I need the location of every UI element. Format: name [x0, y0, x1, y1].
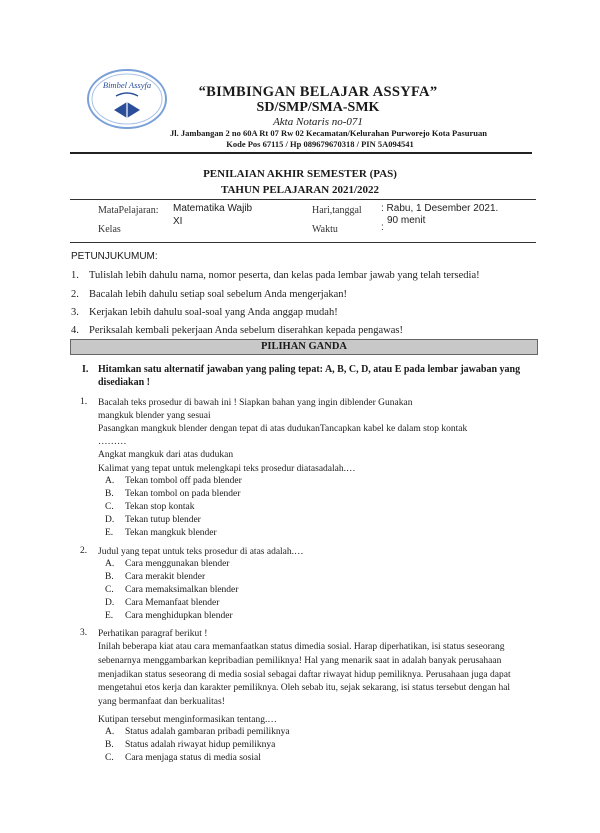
instruction-item: 4. Periksalah kembali pekerjaan Anda sebelum diserahkan kepada pengawas!	[71, 325, 404, 336]
question-1-line: ………	[98, 437, 127, 447]
question-1-line: Pasangkan mangkuk blender dengan tepat di atas dudukanTancapkan kabel ke dalam stop kontak	[98, 424, 468, 434]
info-bottom-rule	[70, 242, 536, 243]
question-3-number: 3.	[80, 628, 88, 638]
time-value: 90 menit	[387, 215, 426, 226]
instruction-item: 2. Bacalah lebih dahulu setiap soal sebelum Anda mengerjakan!	[71, 289, 348, 300]
time-colon: :	[381, 222, 384, 233]
exam-title: PENILAIAN AKHIR SEMESTER (PAS)	[203, 168, 397, 180]
question-1-line: Bacalah teks prosedur di bawah ini ! Siapkan bahan yang ingin diblender Gunakan	[98, 398, 413, 408]
question-2-option-d[interactable]: D. Cara Memanfaat blender	[105, 598, 220, 608]
question-2-option-e[interactable]: E. Cara menghidupkan blender	[105, 611, 233, 621]
question-2-number: 2.	[80, 546, 88, 556]
question-1-option-b[interactable]: B. Tekan tombol on pada blender	[105, 489, 241, 499]
svg-text:Bimbel Assyfa: Bimbel Assyfa	[102, 80, 152, 90]
exam-year: TAHUN PELAJARAN 2021/2022	[220, 184, 380, 196]
contact-info: Kode Pos 67115 / Hp 089679670318 / PIN 5A094541	[226, 139, 414, 149]
address: Jl. Jambangan 2 no 60A Rt 07 Rw 02 Kecamatan/Kelurahan Purworejo Kota Pasuruan	[170, 128, 487, 138]
question-2-stem: Judul yang tepat untuk teks prosedur di atas adalah.…	[98, 547, 304, 557]
subject-value: Matematika Wajib	[173, 203, 253, 214]
question-1-number: 1.	[80, 397, 88, 407]
notary-deed: Akta Notaris no-071	[273, 116, 363, 128]
question-3-option-b[interactable]: B. Status adalah riwayat hidup pemiliknya	[105, 740, 276, 750]
section-instruction: I. Hitamkan satu alternatif jawaban yang paling tepat: A, B, C, D, atau E pada lembar jawaban yang disediakan !	[82, 364, 521, 388]
question-1-line: mangkuk blender yang sesuai	[98, 411, 211, 421]
letterhead-divider	[70, 152, 532, 154]
general-instructions-heading: PETUNJUKUMUM:	[71, 251, 158, 262]
class-value: XI	[173, 216, 183, 227]
instruction-item: 3. Kerjakan lebih dahulu soal-soal yang Anda anggap mudah!	[71, 307, 338, 318]
date-value: : Rabu, 1 Desember 2021.	[381, 203, 499, 214]
subject-label: MataPelajaran:	[98, 205, 159, 216]
info-top-rule	[70, 199, 536, 200]
date-label: Hari,tanggal	[312, 205, 362, 216]
instruction-item: 1. Tulislah lebih dahulu nama, nomor peserta, dan kelas pada lembar jawab yang telah tersedia!	[71, 270, 480, 281]
question-3-paragraph: Inilah beberapa kiat atau cara memanfaatkan status dimedia sosial. Harap diperhatikan, isi status seseorang sebenarnya menggambarkan kepribadian pemiliknya! Hal yang menarik saat in adalah banyak perusahaan menjadikan status seseorang di media sosial sebagai daftar riwayat hidup pemiliknya. Perusahaan juga dapat mengetahui etos kerja dan karakter pemiliknya. Oleh sebab itu, sejak sekarang, isi status tersebut dengan hal yang bermanfaat dan berkualitas!	[98, 642, 511, 708]
question-2-option-a[interactable]: A. Cara menggunakan blender	[105, 559, 230, 569]
question-1-option-c[interactable]: C. Tekan stop kontak	[105, 502, 195, 512]
question-1-option-e[interactable]: E. Tekan mangkuk blender	[105, 528, 217, 538]
section-band-multiple-choice: PILIHAN GANDA	[70, 339, 538, 355]
bimbel-assyfa-logo	[86, 66, 168, 130]
time-label: Waktu	[312, 224, 338, 235]
question-2-option-b[interactable]: B. Cara merakit blender	[105, 572, 206, 582]
question-3-prompt: Kutipan tersebut menginformasikan tentang.…	[98, 715, 277, 725]
education-levels: SD/SMP/SMA-SMK	[256, 100, 380, 115]
question-1-option-a[interactable]: A. Tekan tombol off pada blender	[105, 476, 242, 486]
institution-name: “BIMBINGAN BELAJAR ASSYFA”	[198, 84, 438, 100]
question-2-option-c[interactable]: C. Cara memaksimalkan blender	[105, 585, 239, 595]
class-label: Kelas	[98, 224, 121, 235]
question-3-stem: Perhatikan paragraf berikut !	[98, 629, 208, 639]
question-3-option-a[interactable]: A. Status adalah gambaran pribadi pemiliknya	[105, 727, 290, 737]
question-1-prompt: Kalimat yang tepat untuk melengkapi teks prosedur diatasadalah.…	[98, 464, 356, 474]
question-1-line: Angkat mangkuk dari atas dudukan	[98, 450, 234, 460]
question-1-option-d[interactable]: D. Tekan tutup blender	[105, 515, 201, 525]
question-3-option-c[interactable]: C. Cara menjaga status di media sosial	[105, 753, 261, 763]
